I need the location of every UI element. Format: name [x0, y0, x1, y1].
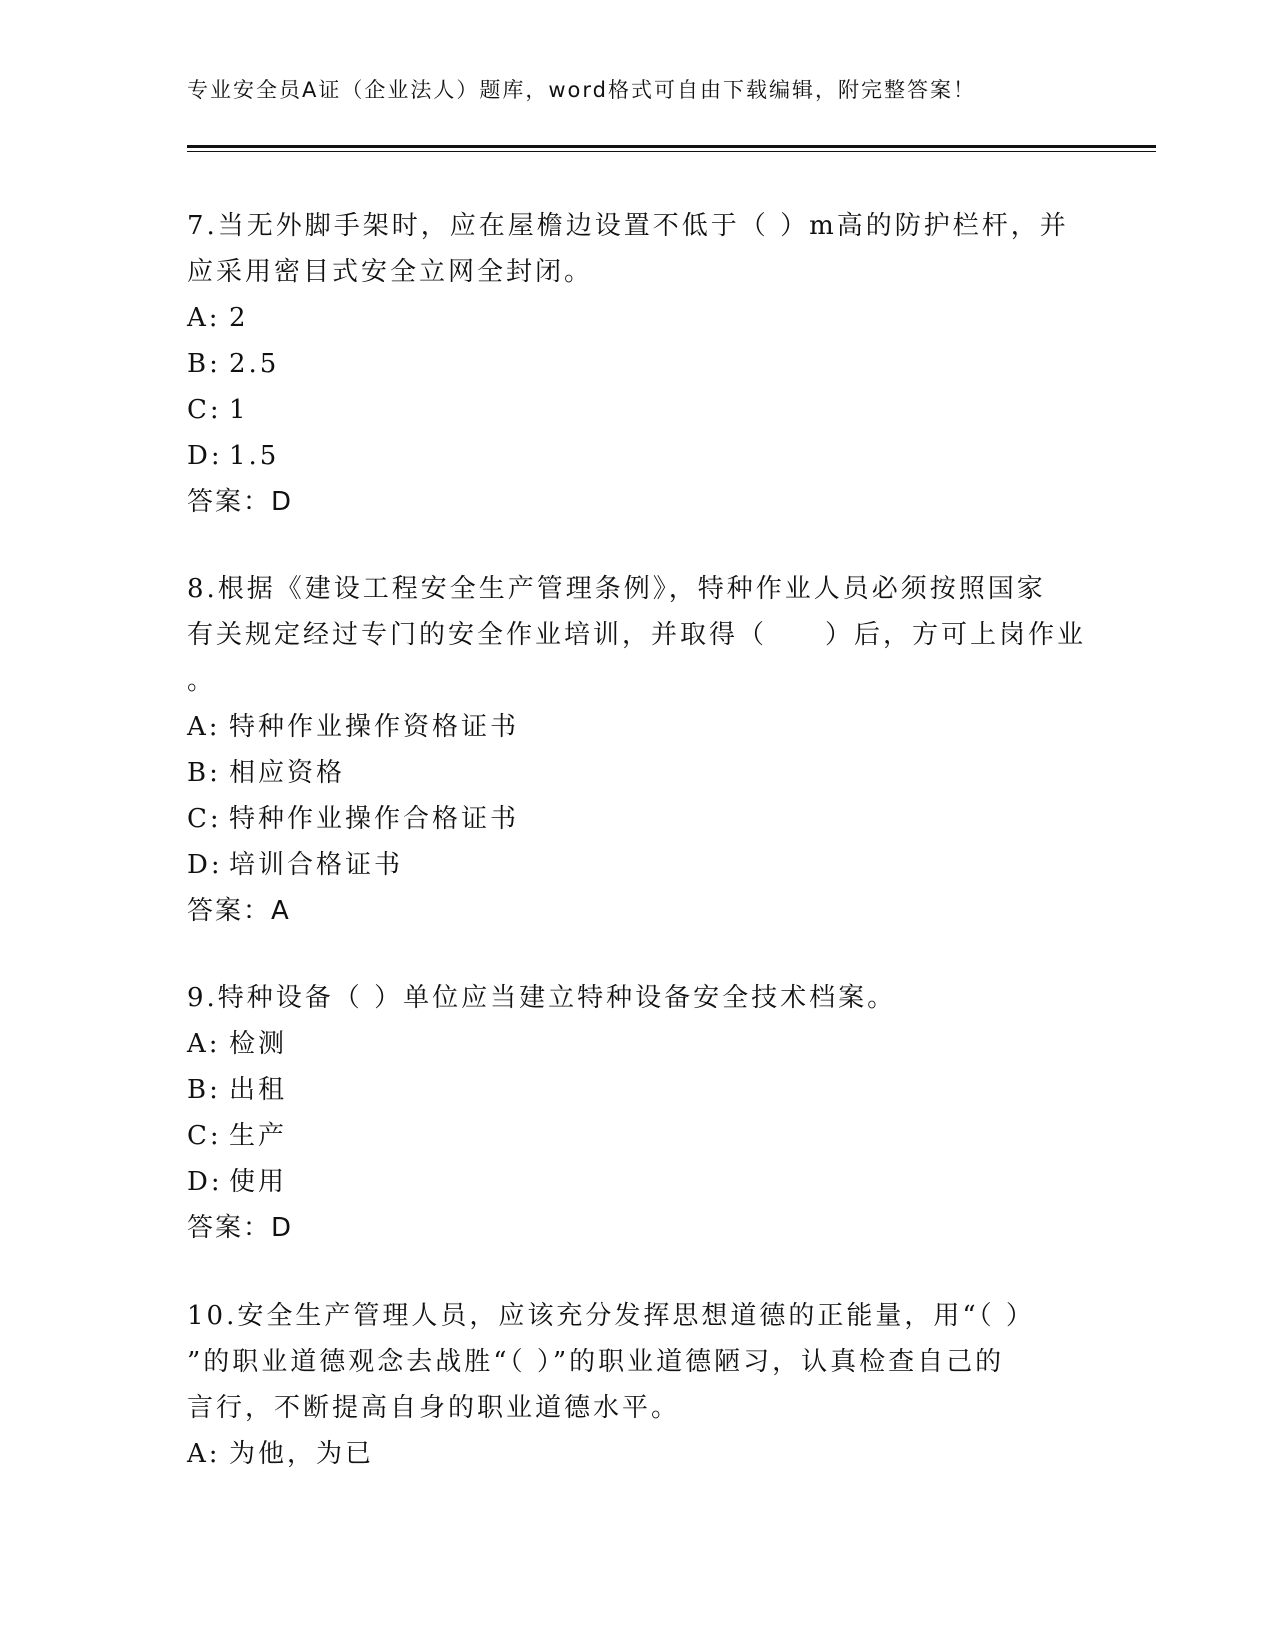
option-c: [187, 387, 1087, 433]
question-9: [187, 975, 1087, 1251]
option-letter: A:: [187, 303, 221, 333]
answer: 答案：D: [187, 487, 294, 517]
question-8: [187, 566, 1087, 934]
option-b: [187, 341, 1087, 387]
option-c: [187, 796, 1087, 842]
option-letter: B:: [187, 758, 221, 788]
option-letter: C:: [187, 395, 222, 425]
option-text: 为他，为已: [229, 1439, 375, 1469]
header-rule-thin: [187, 151, 1156, 152]
stem-line: 9.特种设备（ ）单位应当建立特种设备安全技术档案。: [187, 983, 897, 1013]
header-rule-thick: [187, 145, 1156, 148]
option-text: 培训合格证书: [229, 850, 404, 880]
option-text: 特种作业操作合格证书: [229, 804, 520, 834]
stem-line: 应采用密目式安全立网全封闭。: [187, 257, 594, 287]
option-b: [187, 750, 1087, 796]
option-d: [187, 433, 1087, 479]
option-text: 检测: [229, 1029, 288, 1059]
option-text: 使用: [229, 1167, 288, 1197]
question-stem: [187, 203, 1087, 295]
stem-line: ”的职业道德观念去战胜“（ ）”的职业道德陋习，认真检查自己的: [187, 1347, 1005, 1377]
question-10: [187, 1293, 1087, 1477]
option-a: [187, 295, 1087, 341]
option-letter: A:: [187, 712, 221, 742]
answer: 答案：A: [187, 896, 291, 926]
option-c: [187, 1113, 1087, 1159]
stem-line: 7.当无外脚手架时，应在屋檐边设置不低于（ ）m高的防护栏杆，并: [187, 211, 1069, 241]
question-7: [187, 203, 1087, 525]
option-text: 相应资格: [229, 758, 346, 788]
option-text: 出租: [229, 1075, 288, 1105]
option-letter: A:: [187, 1439, 221, 1469]
option-a: [187, 704, 1087, 750]
stem-line: 有关规定经过专门的安全作业培训，并取得（ ）后，方可上岗作业: [187, 620, 1087, 650]
question-stem: [187, 566, 1087, 704]
option-letter: D:: [187, 1167, 223, 1197]
option-letter: C:: [187, 804, 222, 834]
option-b: [187, 1067, 1087, 1113]
stem-line: 。: [187, 666, 217, 696]
question-stem: [187, 975, 1087, 1021]
stem-line: 10.安全生产管理人员，应该充分发挥思想道德的正能量，用“（ ）: [187, 1301, 1035, 1331]
option-text: 1: [229, 395, 249, 425]
option-text: 生产: [229, 1121, 288, 1151]
option-letter: A:: [187, 1029, 221, 1059]
stem-line: 8.根据《建设工程安全生产管理条例》，特种作业人员必须按照国家: [187, 574, 1046, 604]
option-a: [187, 1021, 1087, 1067]
option-letter: D:: [187, 850, 223, 880]
option-d: [187, 1159, 1087, 1205]
option-d: [187, 842, 1087, 888]
option-text: 2.5: [229, 349, 280, 379]
option-letter: C:: [187, 1121, 222, 1151]
question-stem: [187, 1293, 1087, 1431]
option-text: 1.5: [229, 441, 280, 471]
option-a: [187, 1431, 1087, 1477]
option-text: 2: [229, 303, 249, 333]
option-letter: B:: [187, 349, 221, 379]
page-header: 专业安全员A证（企业法人）题库，word格式可自由下载编辑，附完整答案！: [187, 78, 976, 102]
option-letter: D:: [187, 441, 223, 471]
option-letter: B:: [187, 1075, 221, 1105]
stem-line: 言行，不断提高自身的职业道德水平。: [187, 1393, 681, 1423]
answer: 答案：D: [187, 1213, 294, 1243]
option-text: 特种作业操作资格证书: [229, 712, 520, 742]
